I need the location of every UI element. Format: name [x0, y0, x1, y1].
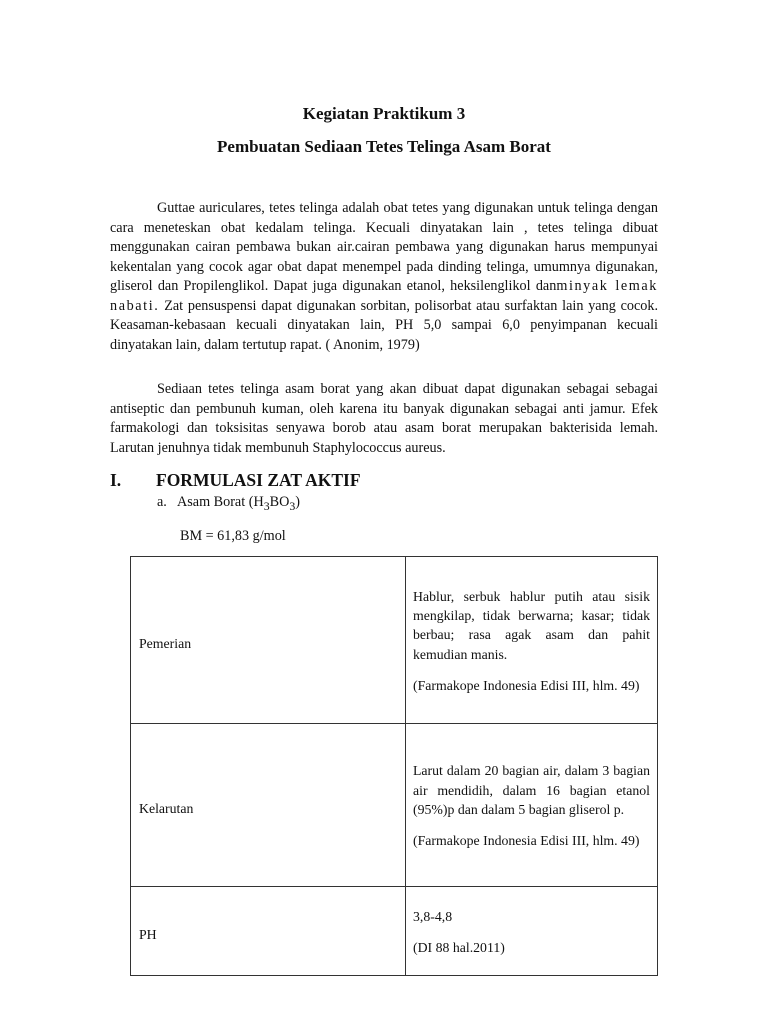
- substance-name-mid: BO: [269, 494, 290, 510]
- description-paragraph: Sediaan tetes telinga asam borat yang akan dibuat dapat digunakan sebagai sebagai antiseptic dan pembunuh kuman, oleh karena itu banyak digunakan sebagai anti jamur. Efek farmakologi dan toksisitas senyawa borob atau asam borat merupakan bakterisida lemah. Larutan jenuhnya tidak membunuh Staphylococcus aureus.: [110, 381, 658, 456]
- table-value-cell: [406, 887, 658, 976]
- table-label-cell: [131, 557, 406, 724]
- molecular-weight: BM = 61,83 g/mol: [180, 528, 286, 544]
- table-label-cell: [131, 724, 406, 887]
- substance-name-prefix: Asam Borat (H: [177, 494, 264, 510]
- substance-subscript-1: 3: [263, 498, 270, 513]
- page-subtitle: Pembuatan Sediaan Tetes Telinga Asam Borat: [217, 137, 551, 156]
- intro-paragraph-text-2: Zat pensuspensi dapat digunakan sorbitan, polisorbat atau surfaktan lain yang cocok. Keasaman-kebasaan kecuali dinyatakan lain, PH 5,0 sampai 6,0 penyimpanan kecuali dinyatakan lain, dalam tertutup rapat. ( Anonim, 1979): [110, 297, 658, 353]
- section-heading: [110, 469, 361, 491]
- row-label: Pemerian: [139, 636, 192, 652]
- page-title: Kegiatan Praktikum 3: [302, 104, 466, 123]
- intro-paragraph: [110, 199, 658, 355]
- intro-paragraph-spaced-text: minyak lemak nabati.: [110, 278, 658, 314]
- properties-table: [130, 556, 658, 976]
- section-number: I.: [110, 470, 122, 490]
- row-value: Hablur, serbuk hablur putih atau sisik mengkilap, tidak berwarna; kasar; tidak berbau; rasa agak asam dan pahit kemudian manis.: [413, 588, 650, 662]
- substance-name: [177, 494, 300, 513]
- substance-letter: a.: [157, 494, 167, 510]
- table-row: [131, 557, 658, 724]
- substance-subscript-2: 3: [289, 498, 296, 513]
- table-row: [131, 724, 658, 887]
- table-value-cell: [406, 724, 658, 887]
- substance-item: [157, 492, 300, 516]
- row-label: PH: [139, 927, 157, 943]
- intro-paragraph-text-1: Guttae auriculares, tetes telinga adalah obat tetes yang digunakan untuk telinga dengan cara meneteskan obat kedalam telinga. Kecuali dinyatakan lain , tetes telinga dibuat menggunakan cairan pembawa bukan air.cairan pembawa yang digunakan harus mempunyai kekentalan yang cocok agar obat dapat menempel pada dinding telinga, umumnya digunakan, gliserol dan Propilenglikol. Dapat juga digunakan etanol, heksilenglikol dan: [110, 200, 658, 294]
- section-title: FORMULASI ZAT AKTIF: [156, 470, 361, 490]
- row-label: Kelarutan: [139, 801, 194, 817]
- table-row: [131, 887, 658, 976]
- row-reference: (DI 88 hal.2011): [413, 940, 505, 955]
- row-value: 3,8-4,8: [413, 908, 453, 924]
- row-reference: (Farmakope Indonesia Edisi III, hlm. 49): [413, 677, 640, 693]
- table-value-cell: [406, 557, 658, 724]
- row-reference: (Farmakope Indonesia Edisi III, hlm. 49): [413, 833, 640, 849]
- table-label-cell: [131, 887, 406, 976]
- row-value: Larut dalam 20 bagian air, dalam 3 bagian air mendidih, dalam 16 bagian etanol (95%)p dan dalam 5 bagian gliserol p.: [413, 763, 650, 817]
- substance-name-suffix: ): [295, 494, 300, 510]
